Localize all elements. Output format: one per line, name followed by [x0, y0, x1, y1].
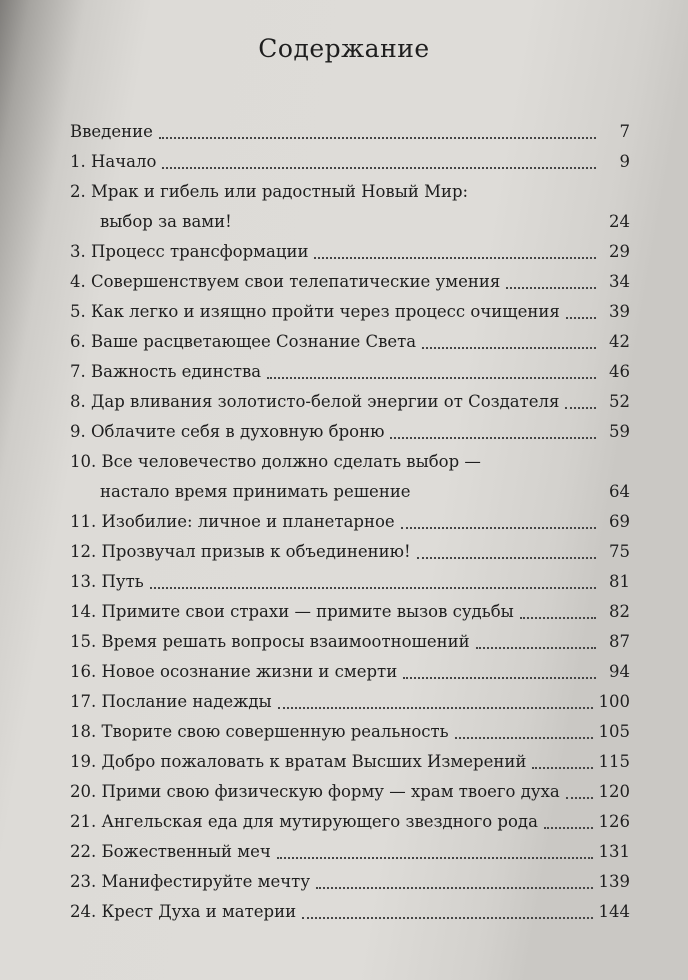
toc-number: 13. [70, 572, 97, 591]
toc-title: Примите свои страхи — примите вызов судьбы [101, 602, 514, 621]
toc-page-number: 69 [609, 512, 630, 531]
toc-entry [70, 717, 630, 747]
dot-leader [417, 497, 596, 499]
toc-page-number: 105 [598, 722, 630, 741]
toc-title: Дар вливания золотисто-белой энергии от Создателя [91, 392, 560, 411]
toc-number: 9. [70, 422, 86, 441]
toc-page-number: 7 [619, 122, 630, 141]
toc-page-number: 9 [619, 152, 630, 171]
toc-number: 2. [70, 182, 86, 201]
toc-entry [70, 507, 630, 537]
toc-title: Крест Духа и материи [101, 902, 297, 921]
toc-title: Послание надежды [101, 692, 272, 711]
dot-leader [316, 887, 592, 889]
toc-number: 4. [70, 272, 86, 291]
toc-title: Облачите себя в духовную броню [91, 422, 385, 441]
toc-title: Время решать вопросы взаимоотношений [101, 632, 470, 651]
toc-page-number: 24 [609, 212, 630, 231]
dot-leader [162, 167, 596, 169]
dot-leader [238, 227, 596, 229]
dot-leader [403, 677, 596, 679]
toc-page-number: 139 [598, 872, 630, 891]
toc-entry [70, 777, 630, 807]
toc-number: 23. [70, 872, 97, 891]
toc-title: Ангельская еда для мутирующего звездного рода [101, 812, 538, 831]
toc-title: Добро пожаловать к вратам Высших Измерений [101, 752, 527, 771]
dot-leader [417, 557, 596, 559]
toc-page-number: 100 [598, 692, 630, 711]
table-of-contents [70, 117, 630, 927]
toc-title-continued: выбор за вами! [100, 212, 232, 231]
dot-leader [544, 827, 593, 829]
toc-entry [70, 867, 630, 897]
toc-entry [70, 327, 630, 357]
toc-title: Ваше расцветающее Сознание Света [91, 332, 417, 351]
toc-page-number: 52 [609, 392, 630, 411]
toc-number: 5. [70, 302, 86, 321]
toc-number: 15. [70, 632, 97, 651]
toc-page-number: 64 [609, 482, 630, 501]
toc-entry [70, 357, 630, 387]
toc-title: Манифестируйте мечту [101, 872, 311, 891]
toc-page-number: 94 [609, 662, 630, 681]
toc-page-number: 120 [598, 782, 630, 801]
toc-page-number: 34 [609, 272, 630, 291]
dot-leader [506, 287, 596, 289]
dot-leader [159, 137, 596, 139]
dot-leader [401, 527, 596, 529]
toc-page-number: 59 [609, 422, 630, 441]
toc-page-number: 131 [598, 842, 630, 861]
toc-entry [70, 597, 630, 627]
toc-entry [70, 837, 630, 867]
toc-title: Важность единства [91, 362, 262, 381]
dot-leader [565, 407, 596, 409]
toc-number: 12. [70, 542, 97, 561]
toc-title: Прозвучал призыв к объединению! [101, 542, 411, 561]
toc-entry [70, 297, 630, 327]
toc-number: 17. [70, 692, 97, 711]
toc-title: Введение [70, 122, 153, 141]
toc-number: 11. [70, 512, 97, 531]
toc-number: 3. [70, 242, 86, 261]
toc-page-number: 87 [609, 632, 630, 651]
toc-entry [70, 687, 630, 717]
toc-entry [70, 177, 630, 237]
toc-number: 10. [70, 452, 97, 471]
dot-leader [532, 767, 592, 769]
toc-entry [70, 567, 630, 597]
toc-number: 8. [70, 392, 86, 411]
toc-title: Божественный меч [101, 842, 271, 861]
dot-leader [150, 587, 596, 589]
dot-leader [267, 377, 596, 379]
toc-entry [70, 447, 630, 507]
dot-leader [566, 797, 593, 799]
toc-number: 7. [70, 362, 86, 381]
dot-leader [314, 257, 596, 259]
dot-leader [566, 317, 596, 319]
toc-entry [70, 627, 630, 657]
toc-page-number: 144 [598, 902, 630, 921]
toc-entry [70, 117, 630, 147]
toc-title: Новое осознание жизни и смерти [101, 662, 398, 681]
toc-title: Мрак и гибель или радостный Новый Мир: [91, 182, 469, 201]
dot-leader [278, 707, 593, 709]
toc-entry [70, 807, 630, 837]
dot-leader [277, 857, 593, 859]
toc-number: 19. [70, 752, 97, 771]
dot-leader [520, 617, 596, 619]
toc-title: Начало [91, 152, 157, 171]
toc-title: Путь [101, 572, 144, 591]
toc-number: 14. [70, 602, 97, 621]
toc-number: 22. [70, 842, 97, 861]
toc-title: Изобилие: личное и планетарное [101, 512, 395, 531]
toc-title-continued: настало время принимать решение [100, 482, 411, 501]
toc-number: 18. [70, 722, 97, 741]
toc-title: Все человечество должно сделать выбор — [101, 452, 481, 471]
toc-number: 24. [70, 902, 97, 921]
toc-page-number: 29 [609, 242, 630, 261]
toc-entry [70, 267, 630, 297]
toc-page-number: 82 [609, 602, 630, 621]
toc-number: 16. [70, 662, 97, 681]
toc-page-number: 75 [609, 542, 630, 561]
toc-number: 6. [70, 332, 86, 351]
toc-page-number: 81 [609, 572, 630, 591]
toc-entry [70, 237, 630, 267]
toc-number: 21. [70, 812, 97, 831]
toc-title: Творите свою совершенную реальность [101, 722, 449, 741]
dot-leader [455, 737, 593, 739]
toc-entry [70, 657, 630, 687]
toc-title: Совершенствуем свои телепатические умения [91, 272, 501, 291]
dot-leader [476, 647, 596, 649]
toc-title: Прими свою физическую форму — храм твоего духа [101, 782, 560, 801]
toc-number: 1. [70, 152, 86, 171]
page-title: Содержание [258, 34, 430, 63]
dot-leader [302, 917, 592, 919]
toc-entry [70, 897, 630, 927]
toc-page-number: 115 [598, 752, 630, 771]
toc-entry [70, 537, 630, 567]
toc-number: 20. [70, 782, 97, 801]
toc-title: Как легко и изящно пройти через процесс очищения [91, 302, 560, 321]
dot-leader [390, 437, 596, 439]
dot-leader [422, 347, 596, 349]
toc-page-number: 42 [609, 332, 630, 351]
toc-title: Процесс трансформации [91, 242, 309, 261]
toc-entry [70, 147, 630, 177]
toc-page-number: 46 [609, 362, 630, 381]
toc-page-number: 126 [598, 812, 630, 831]
toc-entry [70, 747, 630, 777]
toc-page-number: 39 [609, 302, 630, 321]
toc-entry [70, 387, 630, 417]
toc-entry [70, 417, 630, 447]
